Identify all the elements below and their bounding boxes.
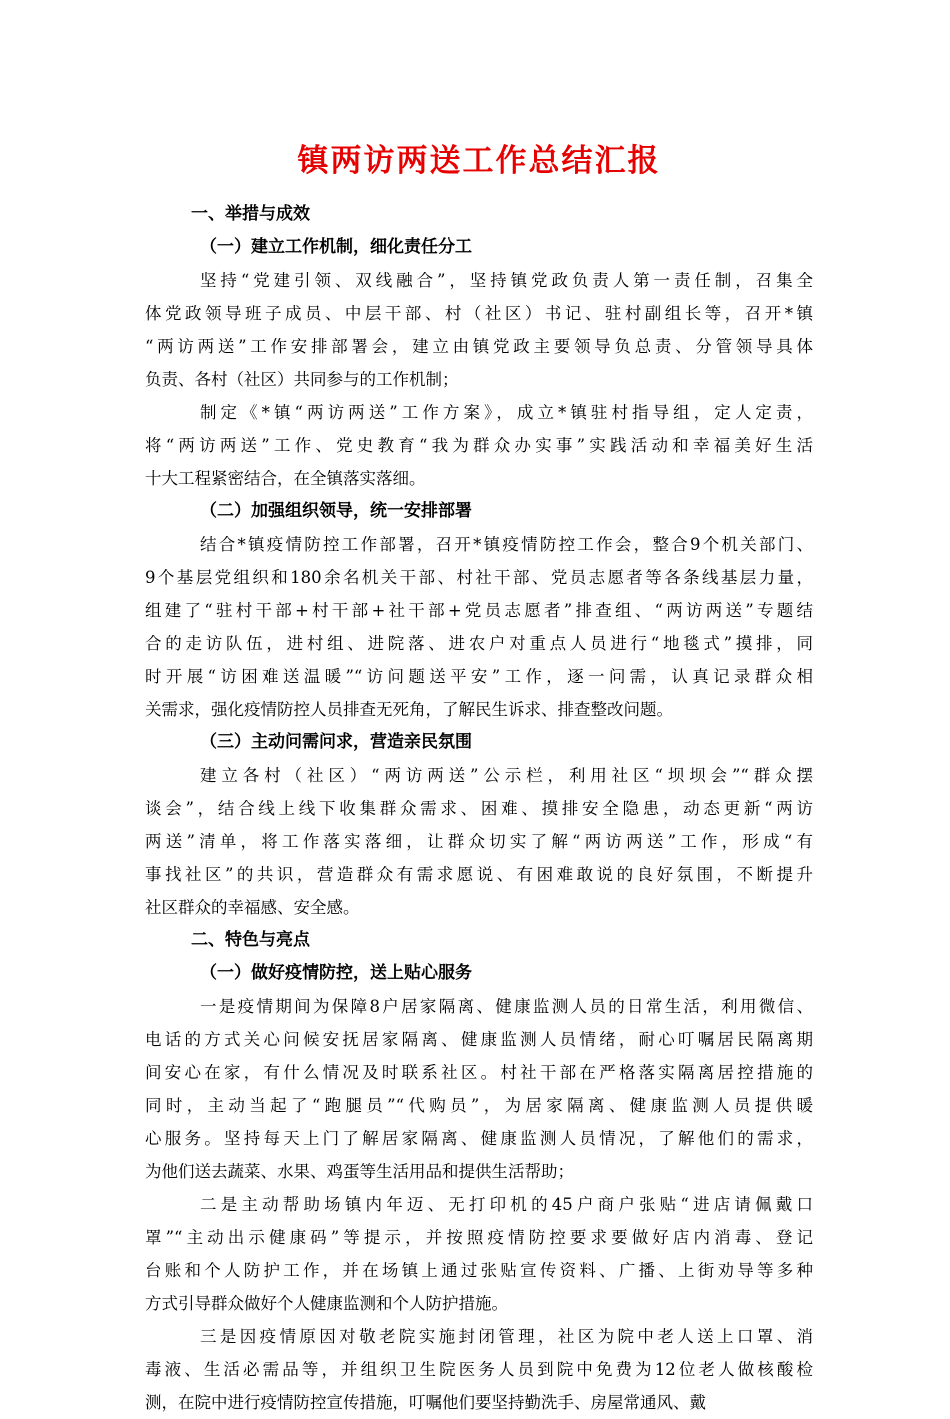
paragraph-line: 为他们送去蔬菜、水果、鸡蛋等生活用品和提供生活帮助； — [145, 1162, 574, 1181]
paragraph-line: 结合*镇疫情防控工作部署，召开*镇疫情防控工作会，整合9个机关部门、 — [200, 535, 813, 554]
paragraph-line: 测，在院中进行疫情防控宣传措施，叮嘱他们要坚持勤洗手、房屋常通风、戴 — [145, 1393, 706, 1412]
paragraph-line: 罩”“主动出示健康码”等提示，并按照疫情防控要求要做好店内消毒、登记 — [145, 1228, 813, 1247]
paragraph-line: 时开展“访困难送温暖”“访问题送平安”工作，逐一问需，认真记录群众相 — [145, 667, 813, 686]
paragraph-line: 合的走访队伍，进村组、进院落、进农户对重点人员进行“地毯式”摸排，同 — [145, 634, 813, 653]
subsection-heading: （二）加强组织领导，统一安排部署 — [200, 501, 472, 521]
subsection-heading: （一）做好疫情防控，送上贴心服务 — [200, 963, 472, 983]
paragraph-line: 台账和个人防护工作，并在场镇上通过张贴宣传资料、广播、上街劝导等多种 — [145, 1261, 813, 1280]
paragraph-line: 建立各村（社区）“两访两送”公示栏，利用社区“坝坝会”“群众摆 — [200, 766, 813, 785]
paragraph-line: 坚持“党建引领、双线融合”，坚持镇党政负责人第一责任制，召集全 — [200, 271, 813, 290]
paragraph — [145, 528, 813, 726]
paragraph-line: 制定《*镇“两访两送”工作方案》，成立*镇驻村指导组，定人定责， — [200, 403, 813, 422]
paragraph-line: 一是疫情期间为保障8户居家隔离、健康监测人员的日常生活，利用微信、 — [200, 997, 813, 1016]
paragraph-line: 9个基层党组织和180余名机关干部、村社干部、党员志愿者等各条线基层力量， — [145, 568, 813, 587]
section-heading: 二、特色与亮点 — [191, 930, 310, 950]
paragraph — [145, 759, 813, 924]
subsection-heading: （一）建立工作机制，细化责任分工 — [200, 237, 472, 257]
paragraph-line: 二是主动帮助场镇内年迈、无打印机的45户商户张贴“进店请佩戴口 — [200, 1195, 813, 1214]
paragraph-line: 关需求，强化疫情防控人员排查无死角，了解民生诉求、排查整改问题。 — [145, 700, 673, 719]
paragraph-line: 同时，主动当起了“跑腿员”“代购员”，为居家隔离、健康监测人员提供暖 — [145, 1096, 813, 1115]
paragraph-line: 将“两访两送”工作、党史教育“我为群众办实事”实践活动和幸福美好生活 — [145, 436, 813, 455]
paragraph-line: 毒液、生活必需品等，并组织卫生院医务人员到院中免费为12位老人做核酸检 — [145, 1360, 813, 1379]
paragraph-line: 组建了“驻村干部+村干部+社干部+党员志愿者”排查组、“两访两送”专题结 — [145, 601, 813, 620]
document-body — [145, 138, 813, 1419]
paragraph-line: 电话的方式关心问候安抚居家隔离、健康监测人员情绪，耐心叮嘱居民隔离期 — [145, 1030, 813, 1049]
paragraph-line: 谈会”，结合线上线下收集群众需求、困难、摸排安全隐患，动态更新“两访 — [145, 799, 813, 818]
paragraph-line: 负责、各村（社区）共同参与的工作机制； — [145, 370, 459, 389]
paragraph — [145, 396, 813, 495]
paragraph-line: 三是因疫情原因对敬老院实施封闭管理，社区为院中老人送上口罩、消 — [200, 1327, 813, 1346]
paragraph-line: 间安心在家，有什么情况及时联系社区。村社干部在严格落实隔离居控措施的 — [145, 1063, 813, 1082]
document-title: 镇两访两送工作总结汇报 — [297, 143, 661, 179]
paragraph-line: 体党政领导班子成员、中层干部、村（社区）书记、驻村副组长等，召开*镇 — [145, 304, 813, 323]
paragraph-line: “两访两送”工作安排部署会，建立由镇党政主要领导负总责、分管领导具体 — [145, 337, 813, 356]
paragraph-line: 两送”清单，将工作落实落细，让群众切实了解“两访两送”工作，形成“有 — [145, 832, 813, 851]
subsection-heading: （三）主动问需问求，营造亲民氛围 — [200, 732, 472, 752]
paragraph — [145, 1188, 813, 1320]
paragraph — [145, 1320, 813, 1419]
paragraph-line: 方式引导群众做好个人健康监测和个人防护措施。 — [145, 1294, 508, 1313]
section-heading: 一、举措与成效 — [191, 204, 310, 224]
paragraph-line: 事找社区”的共识，营造群众有需求愿说、有困难敢说的良好氛围，不断提升 — [145, 865, 813, 884]
paragraph — [145, 990, 813, 1188]
paragraph-line: 十大工程紧密结合，在全镇落实落细。 — [145, 469, 426, 488]
paragraph-line: 心服务。坚持每天上门了解居家隔离、健康监测人员情况，了解他们的需求， — [145, 1129, 813, 1148]
document-blocks — [145, 198, 813, 1419]
paragraph-line: 社区群众的幸福感、安全感。 — [145, 898, 360, 917]
paragraph — [145, 264, 813, 396]
